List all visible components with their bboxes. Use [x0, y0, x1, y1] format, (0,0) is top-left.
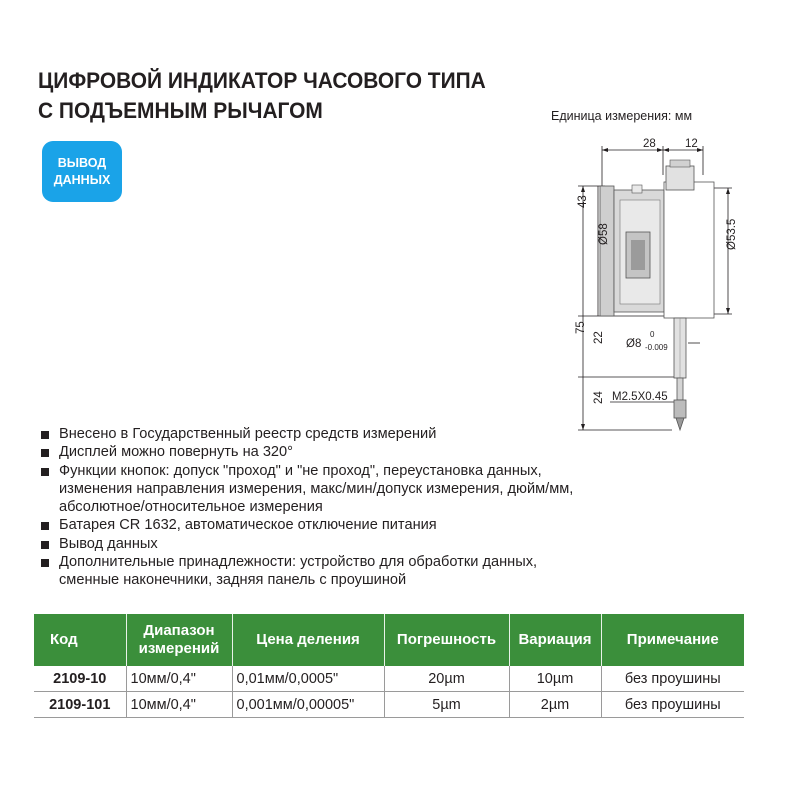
feature-item: Дисплей можно повернуть на 320°: [40, 443, 760, 461]
dim-53-5: Ø53.5: [726, 218, 738, 250]
feature-item: Дополнительные принадлежности: устройство для обработки данных,: [40, 553, 760, 571]
header-error: Погрешность: [384, 614, 509, 666]
tolerance-lower: -0.009: [645, 343, 668, 352]
cell-code: 2109-101: [34, 692, 126, 718]
indicator-body: [600, 160, 714, 430]
header-code: Код: [34, 614, 126, 666]
feature-item: Вывод данных: [40, 535, 760, 553]
cell-note: без проушины: [601, 666, 744, 692]
dim-8: Ø8: [626, 338, 642, 350]
table-header-row: [34, 614, 744, 666]
title-line-2: С ПОДЪЕМНЫМ РЫЧАГОМ: [38, 98, 323, 123]
header-note: Примечание: [601, 614, 744, 666]
dim-22: 22: [593, 331, 605, 344]
spindle: [677, 378, 683, 400]
cell-error: 20µm: [384, 666, 509, 692]
dimension-drawing: [540, 128, 740, 438]
cell-variation: 10µm: [509, 666, 601, 692]
cell-division: 0,001мм/0,00005": [232, 692, 384, 718]
cell-note: без проушины: [601, 692, 744, 718]
dim-75: 75: [575, 321, 587, 334]
dim-43: 43: [577, 195, 589, 208]
title-line-1: ЦИФРОВОЙ ИНДИКАТОР ЧАСОВОГО ТИПА: [38, 68, 486, 93]
cell-range: 10мм/0,4": [126, 692, 232, 718]
dim-24: 24: [593, 391, 605, 404]
dim-58: Ø58: [598, 223, 610, 245]
header-range: [126, 614, 232, 666]
feature-continuation: изменения направления измерения, макс/мин/допуск измерения, дюйм/мм,: [59, 480, 574, 497]
dim-12: 12: [685, 138, 698, 150]
unit-label: Единица измерения: мм: [551, 109, 693, 123]
badge-line-2: ДАННЫХ: [53, 172, 111, 187]
cell-variation: 2µm: [509, 692, 601, 718]
table-row: [34, 692, 744, 718]
tolerance-upper: 0: [650, 330, 655, 339]
cell-range: 10мм/0,4": [126, 666, 232, 692]
header-variation: Вариация: [509, 614, 601, 666]
table-row: [34, 666, 744, 692]
data-output-badge: [42, 141, 122, 202]
feature-continuation: абсолютное/относительное измерения: [59, 499, 323, 516]
feature-continuation: сменные наконечники, задняя панель с проушиной: [59, 572, 407, 589]
feature-item: Внесено в Государственный реестр средств измерений: [40, 425, 760, 443]
cell-division: 0,01мм/0,0005": [232, 666, 384, 692]
page-title: [38, 66, 486, 126]
header-range-line-2: измерений: [138, 640, 220, 657]
feature-item: Функции кнопок: допуск "проход" и "не проход", переустановка данных,: [40, 462, 760, 480]
cell-error: 5µm: [384, 692, 509, 718]
badge-line-1: ВЫВОД: [57, 155, 107, 170]
feature-item: Батарея CR 1632, автоматическое отключение питания: [40, 516, 760, 534]
feature-list: [40, 425, 760, 590]
thread-label: M2.5X0.45: [612, 391, 668, 403]
header-range-line-1: Диапазон: [143, 622, 215, 639]
cell-code: 2109-10: [34, 666, 126, 692]
header-division: Цена деления: [232, 614, 384, 666]
dim-28: 28: [643, 138, 656, 150]
spec-table: [34, 614, 744, 718]
